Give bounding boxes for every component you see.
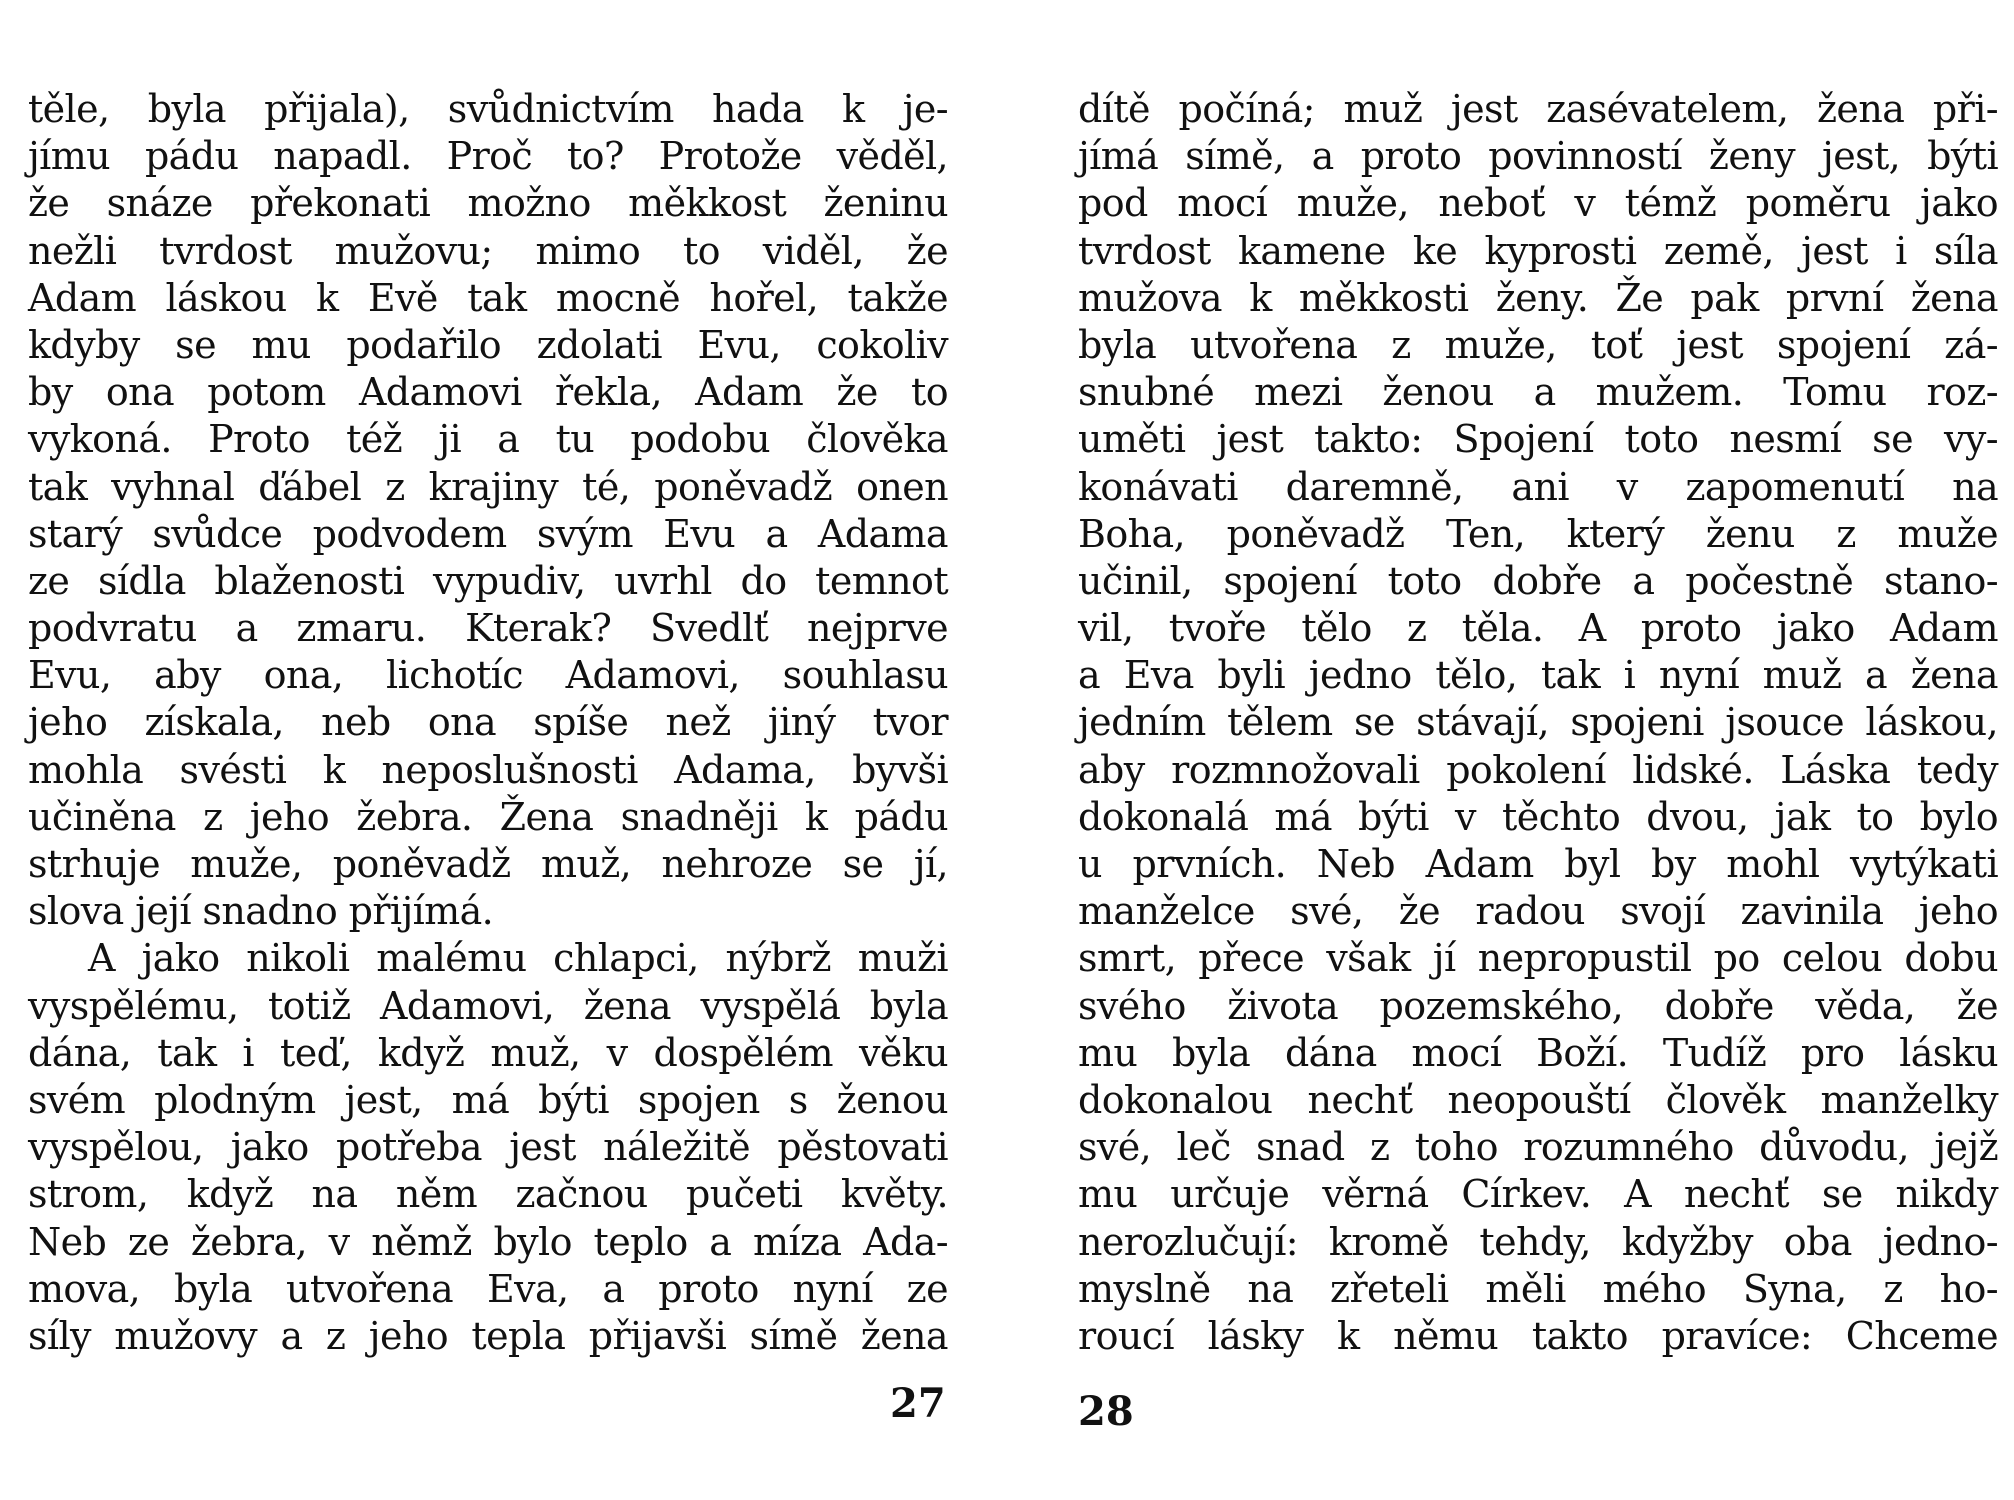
left-page: [28, 86, 948, 1360]
text-line: učiněna z jeho žebra. Žena snadněji k pádu: [28, 794, 948, 839]
text-line: svém plodným jest, má býti spojen s ženou: [28, 1077, 948, 1122]
text-line: mu určuje věrná Církev. A nechť se nikdy: [1078, 1172, 1998, 1217]
text-line: vykoná. Proto též ji a tu podobu člověka: [28, 417, 948, 462]
text-line: podvratu a zmaru. Kterak? Svedlť nejprve: [28, 606, 948, 651]
text-line: strhuje muže, poněvadž muž, nehroze se jí,: [28, 842, 948, 886]
text-line: jedním tělem se stávají, spojeni jsouce láskou,: [1078, 700, 1998, 745]
text-line: smrt, přece však jí nepropustil po celou dobu: [1078, 936, 1998, 981]
text-line: by ona potom Adamovi řekla, Adam že to: [28, 370, 948, 415]
text-line: dána, tak i teď, když muž, v dospělém věku: [28, 1030, 948, 1075]
text-line: Evu, aby ona, lichotíc Adamovi, souhlasu: [28, 653, 948, 698]
text-line: ze sídla blaženosti vypudiv, uvrhl do temnot: [28, 558, 948, 603]
page-number-right: 28: [1078, 1388, 1134, 1435]
text-line: roucí lásky k němu takto pravíce: Chceme: [1078, 1313, 1998, 1358]
page-number-left: 27: [890, 1380, 946, 1427]
text-line: jímu pádu napadl. Proč to? Protože věděl,: [28, 134, 948, 179]
text-line: dokonalá má býti v těchto dvou, jak to bylo: [1078, 794, 1998, 839]
text-line: manželce své, že radou svojí zavinila jeho: [1078, 889, 1998, 934]
text-line: byla utvořena z muže, toť jest spojení zá-: [1078, 322, 1998, 367]
text-line: mu byla dána mocí Boží. Tudíž pro lásku: [1078, 1030, 1998, 1075]
text-line: své, leč snad z toho rozumného důvodu, jejž: [1078, 1125, 1998, 1170]
text-line: učinil, spojení toto dobře a počestně stano-: [1078, 558, 1998, 603]
left-page-text: [28, 86, 948, 1360]
text-line: těle, byla přijala), svůdnictvím hada k je-: [28, 87, 948, 131]
right-page: [1078, 86, 1998, 1360]
text-line: vyspělému, totiž Adamovi, žena vyspělá byla: [28, 983, 948, 1028]
text-line: tak vyhnal ďábel z krajiny té, poněvadž onen: [28, 464, 948, 509]
paragraph-start-line: A jako nikoli malému chlapci, nýbrž muži: [88, 936, 948, 981]
text-line: aby rozmnožovali pokolení lidské. Láska tedy: [1078, 747, 1998, 792]
text-line: že snáze překonati možno měkkost ženinu: [28, 181, 948, 226]
text-line: kdyby se mu podařilo zdolati Evu, cokoliv: [28, 322, 948, 367]
text-line: svého života pozemského, dobře věda, že: [1078, 983, 1998, 1028]
text-line: nerozlučují: kromě tehdy, kdyžby oba jedno-: [1078, 1219, 1998, 1264]
text-line: strom, když na něm začnou pučeti květy.: [28, 1172, 948, 1217]
text-line: mužova k měkkosti ženy. Že pak první žena: [1078, 275, 1998, 320]
text-line: tvrdost kamene ke kyprosti země, jest i síla: [1078, 228, 1998, 273]
text-line: mohla svésti k neposlušnosti Adama, byvši: [28, 747, 948, 792]
text-line: dítě počíná; muž jest zasévatelem, žena při-: [1078, 87, 1998, 131]
text-line: starý svůdce podvodem svým Evu a Adama: [28, 511, 948, 556]
text-line: dokonalou nechť neopouští člověk manželky: [1078, 1077, 1998, 1122]
text-line: myslně na zřeteli měli mého Syna, z ho-: [1078, 1266, 1998, 1311]
text-line: Boha, poněvadž Ten, který ženu z muže: [1078, 511, 1998, 556]
text-line: Neb ze žebra, v němž bylo teplo a míza Ada-: [28, 1219, 948, 1264]
text-line: vyspělou, jako potřeba jest náležitě pěstovati: [28, 1125, 948, 1170]
right-page-text: [1078, 86, 1998, 1360]
text-line: Adam láskou k Evě tak mocně hořel, takže: [28, 275, 948, 320]
text-line: uměti jest takto: Spojení toto nesmí se vy-: [1078, 417, 1998, 462]
text-line: mova, byla utvořena Eva, a proto nyní ze: [28, 1266, 948, 1311]
text-line: nežli tvrdost mužovu; mimo to viděl, že: [28, 228, 948, 273]
text-line: snubné mezi ženou a mužem. Tomu roz-: [1078, 370, 1998, 415]
text-line: vil, tvoře tělo z těla. A proto jako Adam: [1078, 606, 1998, 651]
text-line: pod mocí muže, neboť v témž poměru jako: [1078, 181, 1998, 226]
text-line: u prvních. Neb Adam byl by mohl vytýkati: [1078, 842, 1998, 886]
text-line: konávati daremně, ani v zapomenutí na: [1078, 464, 1998, 509]
paragraph-end-line: slova její snadno přijímá.: [28, 889, 494, 934]
text-line: jeho získala, neb ona spíše než jiný tvor: [28, 700, 948, 745]
text-line: jímá símě, a proto povinností ženy jest, býti: [1078, 134, 1998, 179]
text-line: síly mužovy a z jeho tepla přijavši símě žena: [28, 1313, 948, 1358]
text-line: a Eva byli jedno tělo, tak i nyní muž a žena: [1078, 653, 1998, 698]
